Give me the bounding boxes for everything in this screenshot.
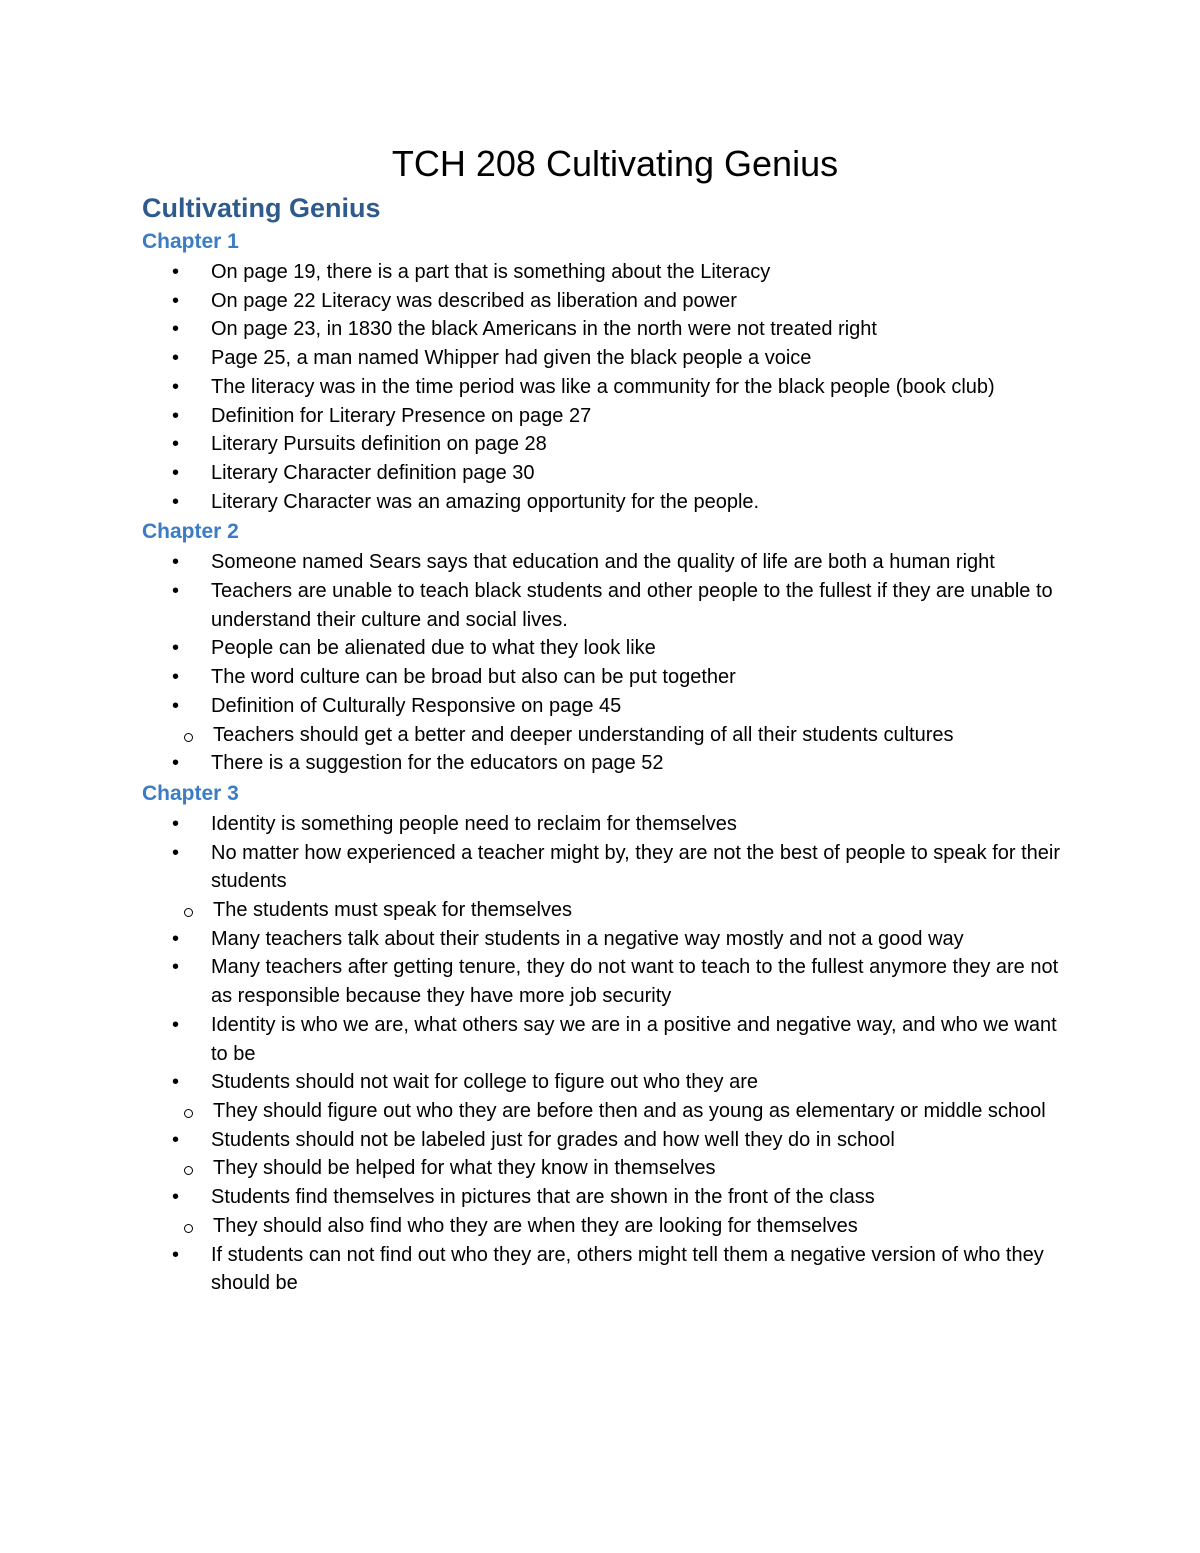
list-item-text: Someone named Sears says that education and the quality of life are both a human right <box>211 551 995 574</box>
list-item <box>142 1068 1072 1097</box>
sub-list-wrapper <box>142 1097 1072 1126</box>
list-item-text: No matter how experienced a teacher might by, they are not the best of people to speak for their students <box>211 841 1061 893</box>
list-item-text: Students find themselves in pictures that are shown in the front of the class <box>211 1186 875 1209</box>
list-item <box>142 953 1072 1010</box>
sub-list-wrapper <box>142 1212 1072 1241</box>
list-item <box>142 925 1072 954</box>
list-item <box>142 1126 1072 1155</box>
document-title: TCH 208 Cultivating Genius <box>391 143 839 184</box>
list-item-text: Students should not wait for college to figure out who they are <box>211 1071 759 1094</box>
list-item-text: There is a suggestion for the educators on page 52 <box>211 752 664 775</box>
document-page <box>142 140 1072 1298</box>
sub-list-item: Teachers should get a better and deeper understanding of all their students cultures <box>142 721 1072 750</box>
list-item <box>142 810 1072 839</box>
list-item-text: People can be alienated due to what they look like <box>211 637 656 660</box>
list-item <box>142 1011 1072 1068</box>
list-item-text: If students can not find out who they are, others might tell them a negative version of who they should be <box>211 1243 1044 1295</box>
sub-list-item: They should figure out who they are before then and as young as elementary or middle school <box>142 1097 1072 1126</box>
bullet-list <box>142 548 1072 778</box>
list-item <box>142 402 1072 431</box>
list-item-text: Literary Character definition page 30 <box>211 461 535 484</box>
list-item-text: On page 19, there is a part that is something about the Literacy <box>211 261 771 283</box>
list-item <box>142 663 1072 692</box>
list-item-text: Identity is who we are, what others say we are in a positive and negative way, and who we want to be <box>211 1013 1057 1065</box>
chapter-heading: Chapter 3 <box>142 781 239 805</box>
list-item <box>142 839 1072 896</box>
list-item <box>142 634 1072 663</box>
list-item <box>142 548 1072 577</box>
chapter-heading: Chapter 1 <box>142 230 239 253</box>
list-item-text: On page 23, in 1830 the black Americans in the north were not treated right <box>211 318 877 341</box>
list-item <box>142 373 1072 402</box>
main-heading: Cultivating Genius <box>142 193 381 223</box>
list-item-text: The word culture can be broad but also can be put together <box>211 666 736 689</box>
list-item-text: Many teachers after getting tenure, they do not want to teach to the fullest anymore they are not as responsible because they have more job security <box>211 956 1059 1008</box>
list-item-text: Definition for Literary Presence on page 27 <box>211 404 592 427</box>
sub-list-item: The students must speak for themselves <box>142 896 1072 925</box>
sub-bullet-list <box>142 896 1072 925</box>
list-item-text: Literary Pursuits definition on page 28 <box>211 433 547 456</box>
list-item <box>142 692 1072 721</box>
list-item-text: Identity is something people need to reclaim for themselves <box>211 812 737 835</box>
chapters-container <box>142 226 1072 1298</box>
list-item <box>142 344 1072 373</box>
list-item <box>142 287 1072 316</box>
sub-bullet-list <box>142 1154 1072 1183</box>
list-item <box>142 258 1072 287</box>
list-item-text: Literary Character was an amazing opportunity for the people. <box>211 490 760 513</box>
list-item-text: Definition of Culturally Responsive on page 45 <box>211 694 622 717</box>
sub-list-wrapper <box>142 896 1072 925</box>
list-item-text: Students should not be labeled just for grades and how well they do in school <box>211 1128 895 1151</box>
sub-bullet-list <box>142 721 1072 750</box>
list-item <box>142 459 1072 488</box>
bullet-list <box>142 810 1072 1298</box>
list-item <box>142 315 1072 344</box>
list-item <box>142 1241 1072 1298</box>
list-item-text: Page 25, a man named Whipper had given the black people a voice <box>211 347 812 370</box>
bullet-list <box>142 258 1072 516</box>
sub-bullet-list <box>142 1212 1072 1241</box>
list-item <box>142 577 1072 634</box>
sub-list-item: They should be helped for what they know in themselves <box>142 1154 1072 1183</box>
list-item <box>142 488 1072 517</box>
list-item <box>142 430 1072 459</box>
list-item-text: On page 22 Literacy was described as liberation and power <box>211 289 737 312</box>
list-item-text: Teachers are unable to teach black students and other people to the fullest if they are unable to understand their culture and social lives. <box>211 580 1053 631</box>
sub-list-wrapper <box>142 1154 1072 1183</box>
list-item <box>142 749 1072 778</box>
list-item <box>142 1183 1072 1212</box>
list-item-text: The literacy was in the time period was like a community for the black people (book club) <box>211 375 995 398</box>
chapter-heading: Chapter 2 <box>142 520 239 544</box>
sub-list-wrapper <box>142 721 1072 750</box>
sub-bullet-list <box>142 1097 1072 1126</box>
sub-list-item: They should also find who they are when they are looking for themselves <box>142 1212 1072 1241</box>
list-item-text: Many teachers talk about their students in a negative way mostly and not a good way <box>211 927 964 950</box>
